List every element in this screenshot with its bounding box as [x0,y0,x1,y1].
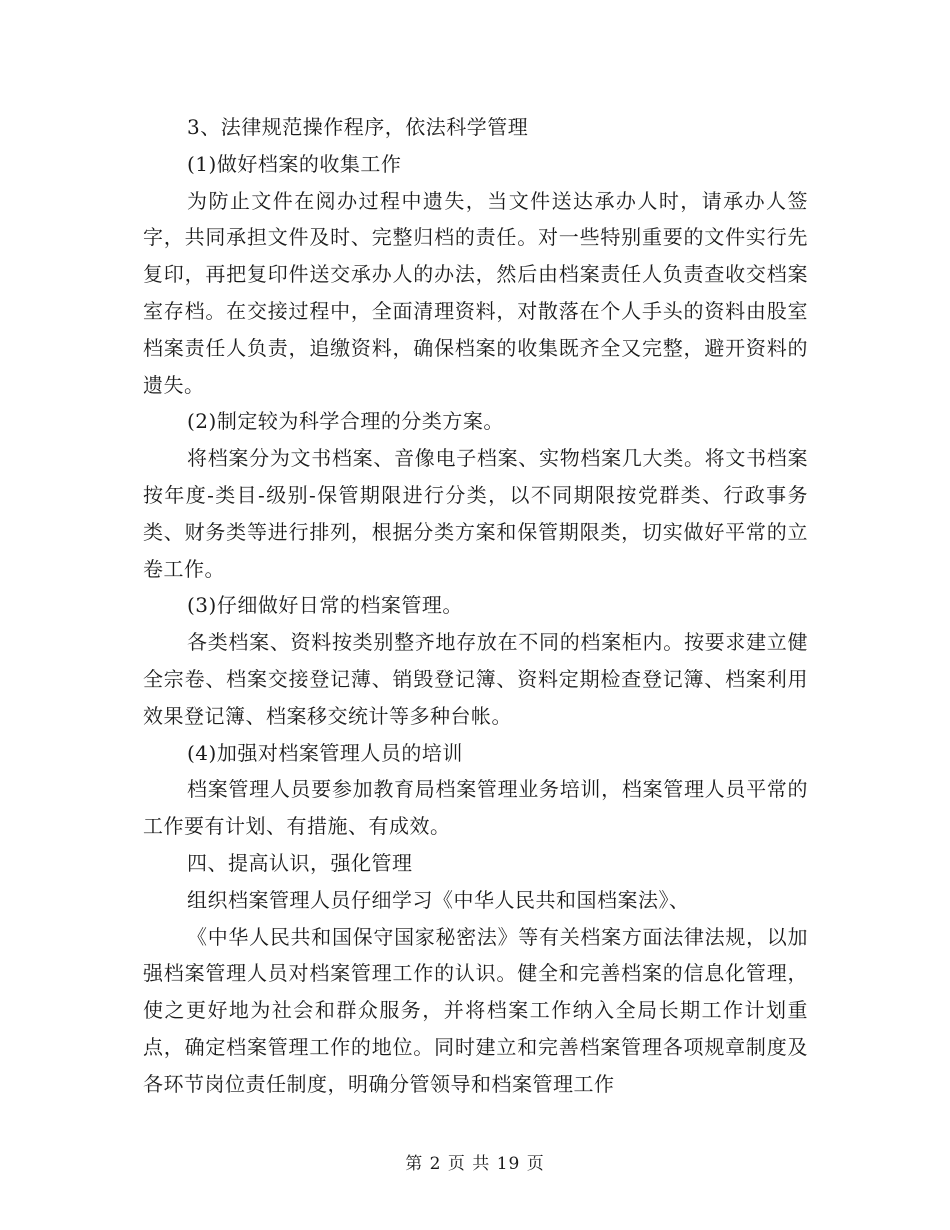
subheading-classification: (2)制定较为科学合理的分类方案。 [187,409,504,434]
page-number: 第 2 页 共 19 页 [405,1154,545,1174]
paragraph-training: 档案管理人员要参加教育局档案管理业务培训，档案管理人员平常的工作要有计划、有措施、有成效。 [143,777,808,839]
document-body [143,109,808,1103]
page-footer [0,1152,950,1176]
section-heading-3: 3、法律规范操作程序，依法科学管理 [187,115,529,139]
paragraph-daily-management: 各类档案、资料按类别整齐地存放在不同的档案柜内。按要求建立健全宗卷、档案交接登记薄、销毁登记簿、资料定期检查登记簿、档案利用效果登记簿、档案移交统计等多种台帐。 [143,630,808,728]
paragraph-collection: 为防止文件在阅办过程中遗失，当文件送达承办人时，请承办人签字，共同承担文件及时、完整归档的责任。对一些特别重要的文件实行先复印，再把复印件送交承办人的办法，然后由档案责任人负责查收交档案室存档。在交接过程中，全面清理资料，对散落在个人手头的资料由股室档案责任人负责，追缴资料，确保档案的收集既齐全又完整，避开资料的遗失。 [143,188,808,397]
subheading-training: (4)加强对档案管理人员的培训 [187,740,463,765]
subheading-collection: (1)做好档案的收集工作 [187,151,402,176]
subheading-daily-management: (3)仔细做好日常的档案管理。 [187,593,463,618]
section-heading-4: 四、提高认识，强化管理 [187,850,413,875]
paragraph-study-law: 组织档案管理人员仔细学习《中华人民共和国档案法》、 [187,887,690,912]
paragraph-classification: 将档案分为文书档案、音像电子档案、实物档案几大类。将文书档案按年度-类目-级别-保管期限进行分类，以不同期限按党群类、行政事务类、财务类等进行排列，根据分类方案和保管期限类，切实做好平常的立卷工作。 [143,446,808,581]
paragraph-secrecy-law: 《中华人民共和国保守国家秘密法》等有关档案方面法律法规，以加强档案管理人员对档案管理工作的认识。健全和完善档案的信息化管理，使之更好地为社会和群众服务，并将档案工作纳入全局长期工作计划重点，确定档案管理工作的地位。同时建立和完善档案管理各项规章制度及各环节岗位责任制度，明确分管领导和档案管理工作 [143,924,808,1096]
